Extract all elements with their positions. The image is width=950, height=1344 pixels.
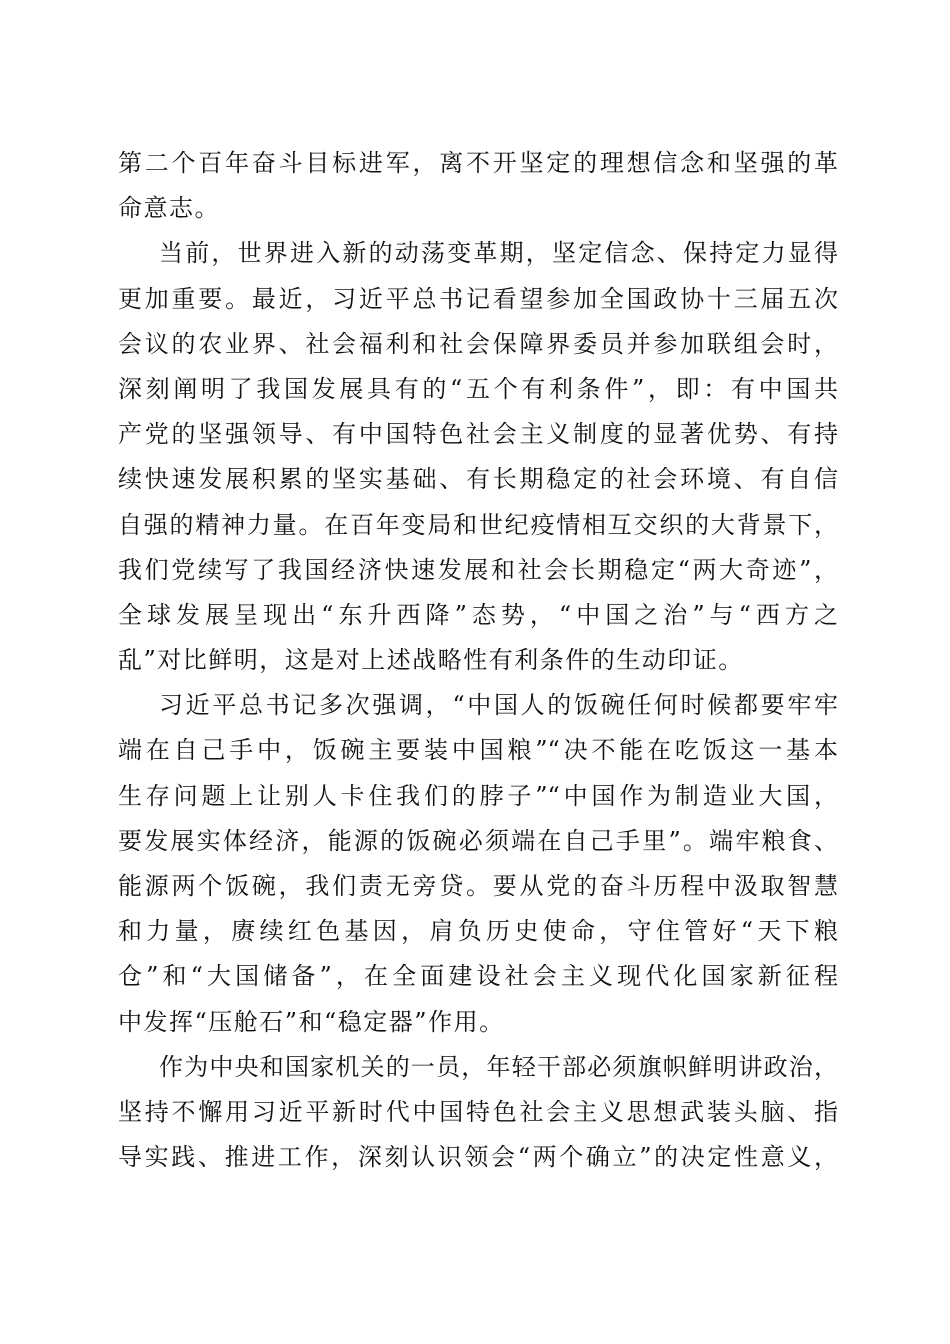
text-line: 自强的精神力量。在百年变局和世纪疫情相互交织的大背景下， [118, 510, 838, 539]
text-line: 我们党续写了我国经济快速发展和社会长期稳定“两大奇迹”， [118, 555, 838, 584]
text-line: 深刻阐明了我国发展具有的“五个有利条件”，即：有中国共 [118, 374, 838, 403]
paragraph-start-line: 习近平总书记多次强调，“中国人的饭碗任何时候都要牢牢 [159, 691, 838, 720]
paragraph-start-line: 作为中央和国家机关的一员，年轻干部必须旗帜鲜明讲政治， [159, 1052, 838, 1081]
text-line: 端在自己手中，饭碗主要装中国粮”“决不能在吃饭这一基本 [118, 736, 838, 765]
text-line: 续快速发展积累的坚实基础、有长期稳定的社会环境、有自信 [118, 465, 838, 494]
text-line: 中发挥“压舱石”和“稳定器”作用。 [118, 1007, 505, 1036]
text-line: 会议的农业界、社会福利和社会保障界委员并参加联组会时， [118, 329, 838, 358]
body-text [118, 141, 838, 1180]
text-line: 和力量，赓续红色基因，肩负历史使命，守住管好“天下粮 [118, 917, 838, 946]
text-line: 导实践、推进工作，深刻认识领会“两个确立”的决定性意义， [118, 1143, 838, 1172]
text-line: 坚持不懈用习近平新时代中国特色社会主义思想武装头脑、指 [118, 1097, 838, 1126]
paragraph-start-line: 当前，世界进入新的动荡变革期，坚定信念、保持定力显得 [159, 239, 838, 268]
text-line: 能源两个饭碗，我们责无旁贷。要从党的奋斗历程中汲取智慧 [118, 872, 838, 900]
text-line: 产党的坚强领导、有中国特色社会主义制度的显著优势、有持 [118, 420, 838, 449]
text-line: 第二个百年奋斗目标进军，离不开坚定的理想信念和坚强的革 [118, 149, 838, 177]
text-line: 更加重要。最近，习近平总书记看望参加全国政协十三届五次 [118, 284, 838, 313]
text-line: 生存问题上让别人卡住我们的脖子”“中国作为制造业大国， [118, 781, 838, 810]
text-line: 命意志。 [118, 194, 220, 223]
text-line: 仓”和“大国储备”，在全面建设社会主义现代化国家新征程 [118, 962, 838, 991]
text-line: 全球发展呈现出“东升西降”态势，“中国之治”与“西方之 [118, 600, 838, 629]
text-line: 乱”对比鲜明，这是对上述战略性有利条件的生动印证。 [118, 646, 744, 675]
text-line: 要发展实体经济，能源的饭碗必须端在自己手里”。端牢粮食、 [118, 826, 838, 855]
